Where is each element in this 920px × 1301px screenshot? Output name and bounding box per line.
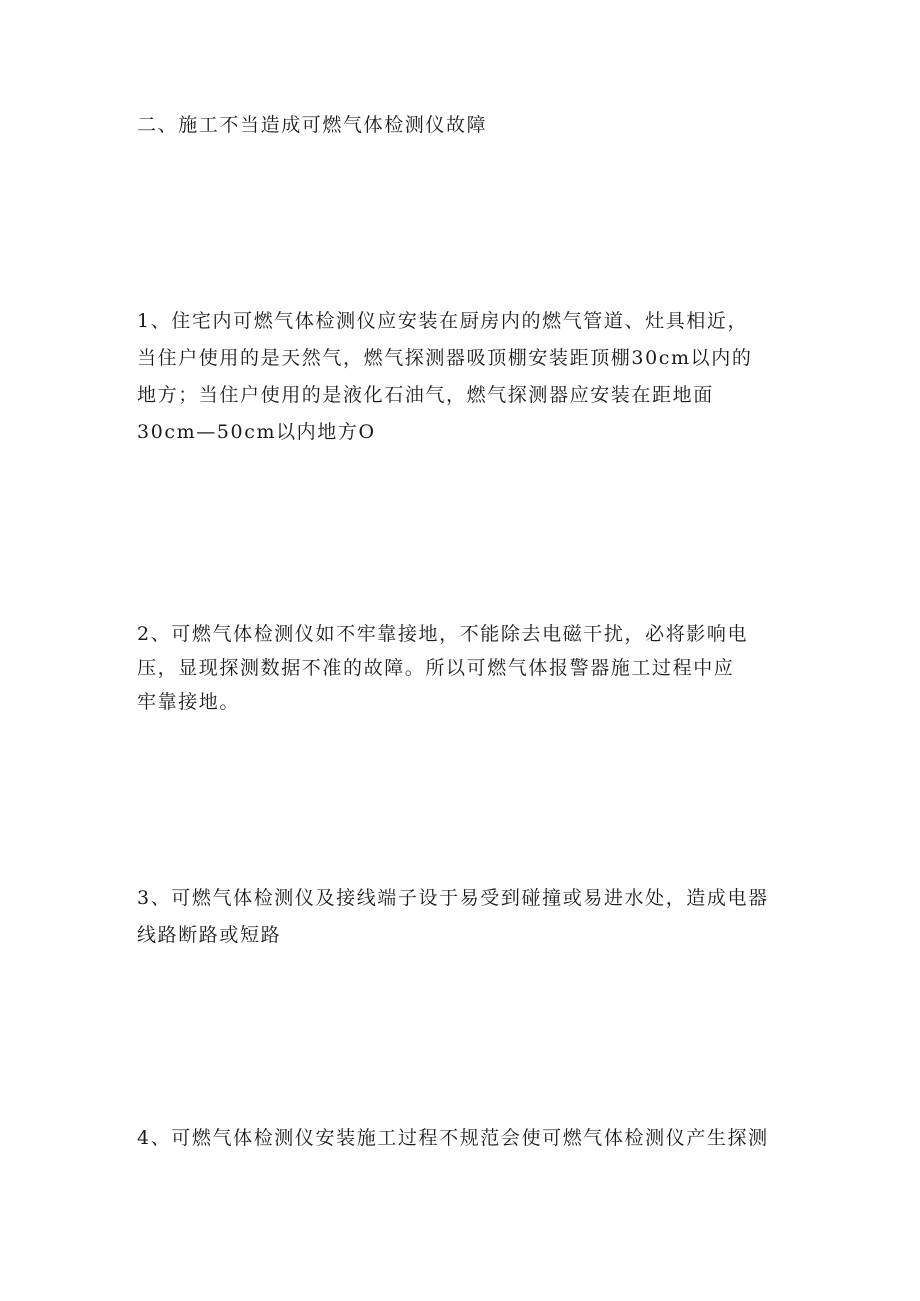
section-heading: 二、施工不当造成可燃气体检测仪故障 [137, 114, 488, 136]
paragraph-line: 当住户使用的是天然气，燃气探测器吸顶棚安装距顶棚30cm以内的 [137, 347, 753, 369]
paragraph-line: 压，显现探测数据不准的故障。所以可燃气体报警器施工过程中应 [137, 657, 735, 679]
paragraph-line: 3、可燃气体检测仪及接线端子设于易受到碰撞或易进水处，造成电器 [137, 887, 769, 909]
paragraph-line: 4、可燃气体检测仪安装施工过程不规范会使可燃气体检测仪产生探测 [137, 1127, 769, 1149]
paragraph-line: 地方；当住户使用的是液化石油气，燃气探测器应安装在距地面 [137, 384, 714, 406]
paragraph-line: 30cm—50cm以内地方O [137, 421, 376, 443]
paragraph-line: 1、住宅内可燃气体检测仪应安装在厨房内的燃气管道、灶具相近， [137, 310, 749, 332]
paragraph-line: 2、可燃气体检测仪如不牢靠接地，不能除去电磁干扰，必将影响电 [137, 623, 749, 645]
paragraph-line: 牢靠接地。 [137, 691, 241, 713]
paragraph-line: 线路断路或短路 [137, 924, 282, 946]
